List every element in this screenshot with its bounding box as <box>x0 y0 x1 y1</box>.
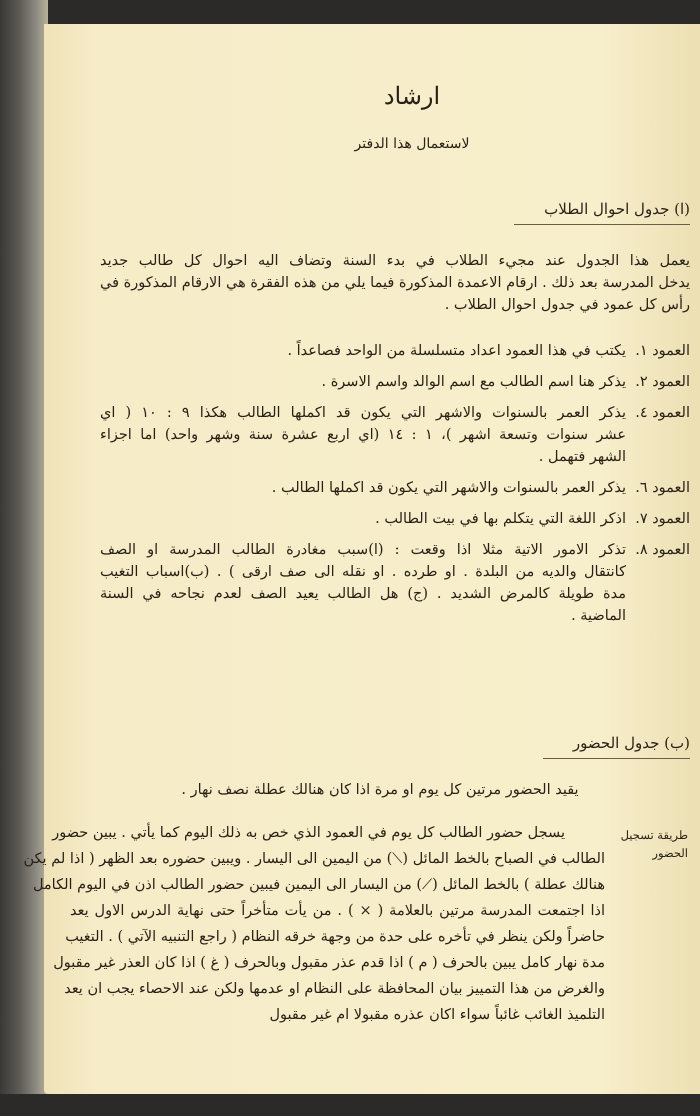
text-line: الماضية . <box>571 608 626 624</box>
text-line: كانتقال والديه من البلدة . او طرده . او نقله الى صف ارقى ) . (ب)اسباب التغيب <box>100 564 626 580</box>
column-item <box>100 340 690 362</box>
column-item <box>100 539 690 627</box>
page-subtitle: لاستعمال هذا الدفتر <box>354 136 470 152</box>
margin-note: طريقة تسجيل الحضور <box>620 828 688 860</box>
column-item <box>100 477 690 499</box>
text-line: يدخل المدرسة بعد ذلك . ارقام الاعمدة المذكورة فيما يلي من هذه الفقرة هي الارقام المذكورة في <box>100 275 690 291</box>
column-description <box>100 508 626 530</box>
book-edge <box>0 0 48 1116</box>
text-line: اذا اجتمعت المدرسة مرتين بالعلامة ( × ) . من يأت متأخراً حتى نهاية الدرس الاول يعد <box>70 903 605 919</box>
text-line: هنالك عطلة ) بالخط المائل (⟍) من اليسار الى اليمين فيبين حضور الطالب اذن في اليوم الكامل <box>32 877 605 893</box>
section-b-paragraph <box>23 820 605 1028</box>
text-line: مدة نهار كامل يبين بالحرف ( م ) اذا قدم عذر مقبول وبالحرف ( غ ) اذا كان العذر غير مقبول <box>53 955 605 971</box>
text-line: يسجل حضور الطالب كل يوم في العمود الذي خص به ذلك اليوم كما يأتي . يبين حضور <box>52 825 565 841</box>
column-description <box>100 477 626 499</box>
text-line: اذكر اللغة التي يتكلم بها في بيت الطالب . <box>375 511 626 527</box>
column-item <box>100 371 690 393</box>
column-list <box>100 340 690 636</box>
text-line: مدة طويلة كالمرض الشديد . (ج) هل الطالب يعيد الصف لعدم نجاحه في السنة <box>100 586 626 602</box>
text-line: الطالب في الصباح بالخط المائل (⟋) من اليمين الى اليسار . ويبين حضوره بعد الظهر ( اذا لم يكن <box>23 851 605 867</box>
text-line: الشهر فتهمل . <box>538 449 626 465</box>
column-label: العمود ٢. <box>635 374 690 390</box>
section-a-intro <box>100 250 690 316</box>
section-b-sentence: يقيد الحضور مرتين كل يوم او مرة اذا كان هنالك عطلة نصف نهار . <box>181 782 579 798</box>
column-description <box>100 539 626 627</box>
text-line: يكتب في هذا العمود اعداد متسلسلة من الواحد فصاعداً . <box>287 343 626 359</box>
text-line: حاضراً ولكن ينظر في تأخره على حدة من وجهة خرقه النظام ( راجع التنبيه الآتي ) . التغيب <box>65 929 605 945</box>
text-line: عشر سنوات وتسعة اشهر )، ١ : ١٤ (اي اربع عشرة سنة وشهر واحد) اما اجزاء <box>100 427 627 443</box>
section-b-heading: (ب) جدول الحضور <box>543 734 690 759</box>
page-title: ارشاد <box>383 82 441 110</box>
text-line: رأس كل عمود في جدول احوال الطلاب . <box>444 297 690 313</box>
column-item <box>100 508 690 530</box>
text-line: يذكر العمر بالسنوات والاشهر التي يكون قد اكملها الطالب . <box>271 480 626 496</box>
column-item <box>100 402 690 468</box>
column-label: العمود ٧. <box>635 511 690 527</box>
column-label: العمود ٤. <box>635 405 690 421</box>
section-a-heading: (ا) جدول احوال الطلاب <box>514 200 690 225</box>
column-description <box>100 371 626 393</box>
text-line: يذكر هنا اسم الطالب مع اسم الوالد واسم الاسرة . <box>321 374 626 390</box>
text-line: تذكر الامور الاتية مثلا اذا وقعت : (ا)سبب مغادرة الطالب المدرسة او الصف <box>100 542 626 558</box>
column-description <box>100 402 626 468</box>
column-description <box>100 340 626 362</box>
column-label: العمود ٨. <box>635 542 690 558</box>
book-bottom-edge <box>0 1094 700 1116</box>
text-line: التلميذ الغائب غائباً سواء اكان عذره مقبولا ام غير مقبول <box>269 1007 605 1023</box>
text-line: يعمل هذا الجدول عند مجيء الطلاب في بدء السنة وتضاف اليه احوال كل طالب جديد <box>100 253 690 269</box>
text-line: يذكر العمر بالسنوات والاشهر التي يكون قد اكملها الطالب هكذا ٩ : ١٠ ( اي <box>100 405 626 421</box>
text-line: والغرض من هذا التمييز بيان المحافظة على النظام او عدمها ولكن عند الاحصاء يجب ان يعد <box>64 981 605 997</box>
column-label: العمود ٦. <box>635 480 690 496</box>
column-label: العمود ١. <box>635 343 690 359</box>
